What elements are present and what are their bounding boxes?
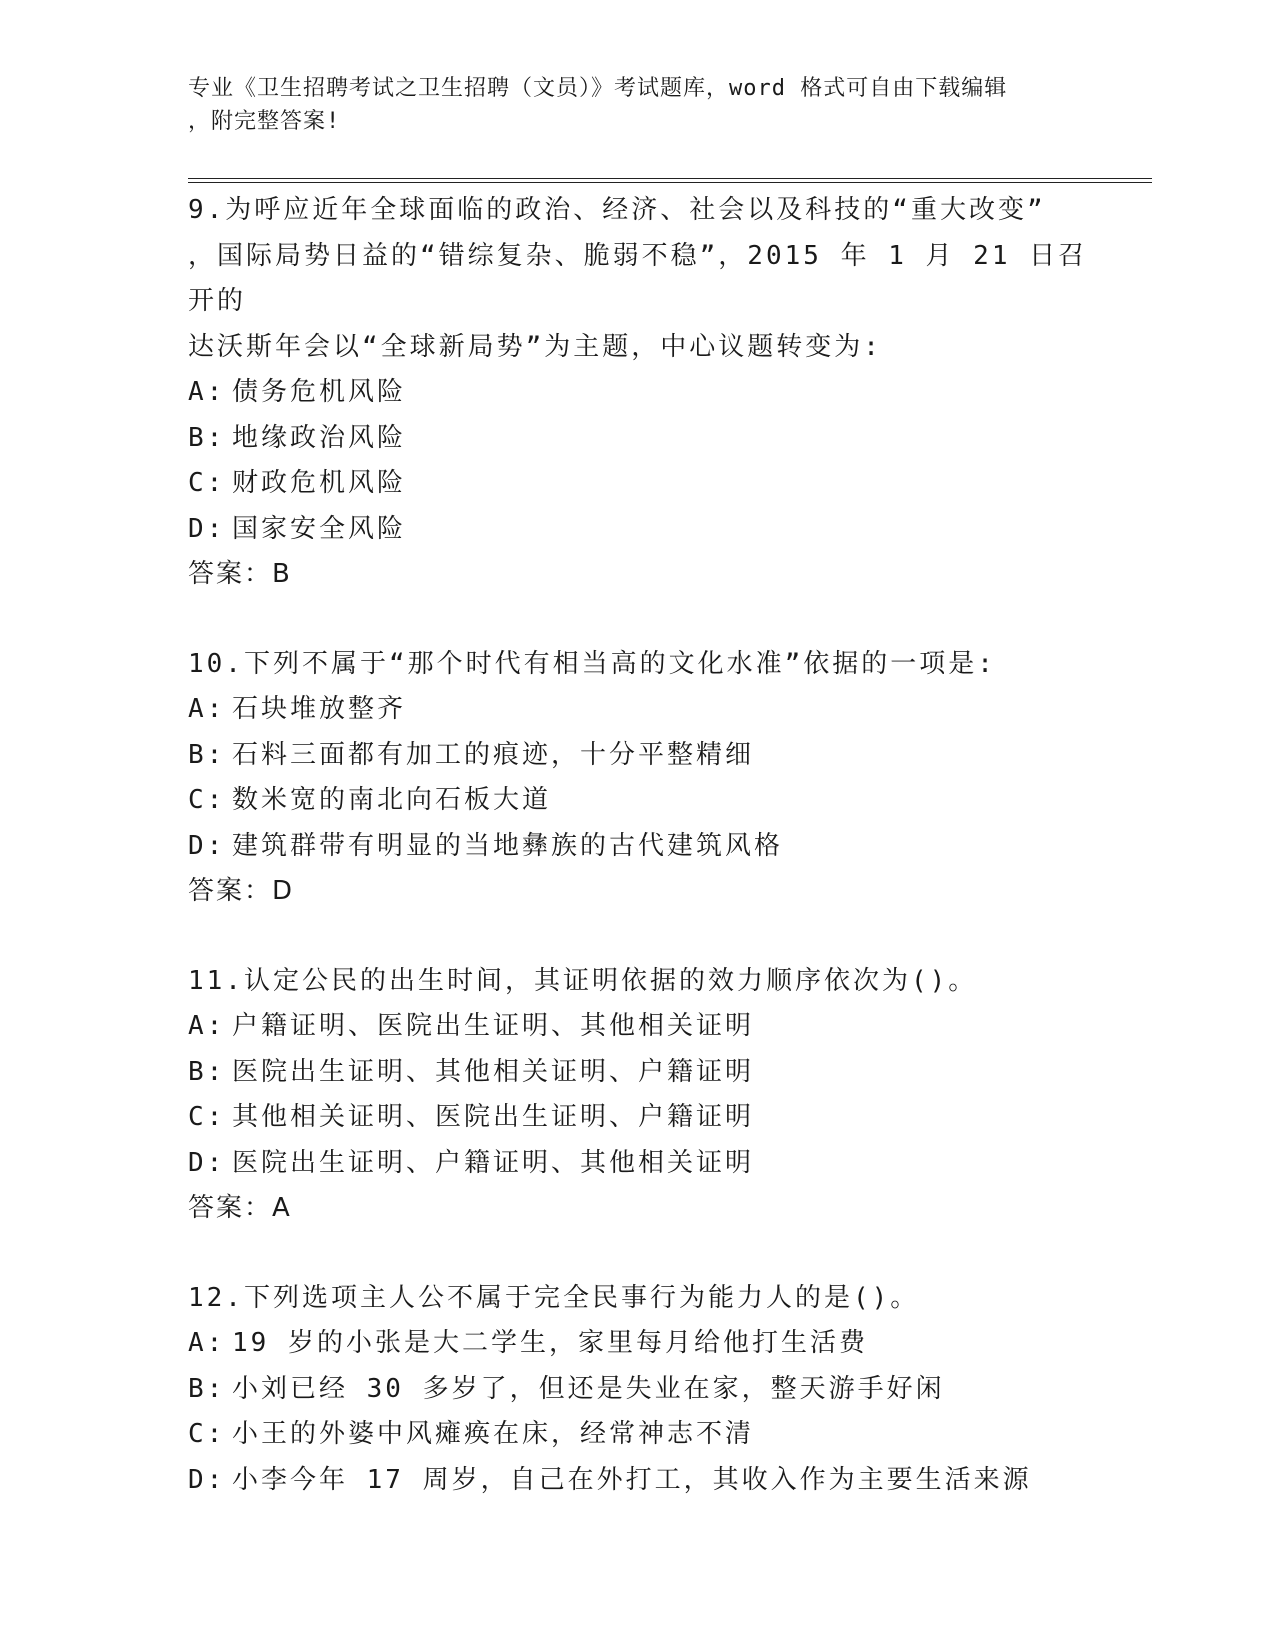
header-divider xyxy=(188,178,1152,183)
option-text: 户籍证明、医院出生证明、其他相关证明 xyxy=(232,1011,755,1041)
option-label: D: xyxy=(188,830,226,861)
option-label: A: xyxy=(188,1011,226,1041)
option-label: B: xyxy=(188,1373,226,1404)
option-text: 医院出生证明、户籍证明、其他相关证明 xyxy=(232,1147,755,1178)
option-text: 小刘已经 30 多岁了，但还是失业在家，整天游手好闲 xyxy=(232,1373,945,1404)
option-label: A: xyxy=(188,1328,226,1358)
question-11 xyxy=(188,959,1088,1232)
option-label: C: xyxy=(188,1102,226,1132)
option-text: 数米宽的南北向石板大道 xyxy=(232,785,552,815)
header-line-2: ，附完整答案! xyxy=(188,109,341,134)
question-10 xyxy=(188,642,1088,915)
option-text: 债务危机风险 xyxy=(232,377,407,407)
option-text: 国家安全风险 xyxy=(232,513,407,544)
option-label: B: xyxy=(188,1056,226,1087)
option-label: A: xyxy=(188,377,226,407)
option-a xyxy=(188,1004,1088,1050)
option-d xyxy=(188,507,1088,553)
option-b xyxy=(188,1050,1088,1096)
option-c xyxy=(188,778,1088,824)
option-d xyxy=(188,1458,1088,1504)
option-c xyxy=(188,461,1088,507)
option-label: C: xyxy=(188,785,226,815)
option-text: 建筑群带有明显的当地彝族的古代建筑风格 xyxy=(232,830,784,861)
option-label: A: xyxy=(188,694,226,724)
question-9 xyxy=(188,188,1088,598)
option-text: 石块堆放整齐 xyxy=(232,694,407,724)
option-text: 医院出生证明、其他相关证明、户籍证明 xyxy=(232,1056,755,1087)
question-stem-line: 11.认定公民的出生时间，其证明依据的效力顺序依次为()。 xyxy=(188,965,978,996)
option-c xyxy=(188,1412,1088,1458)
option-label: B: xyxy=(188,739,226,770)
option-a xyxy=(188,687,1088,733)
option-text: 其他相关证明、医院出生证明、户籍证明 xyxy=(232,1102,755,1132)
question-stem-line: 达沃斯年会以“全球新局势”为主题，中心议题转变为: xyxy=(188,331,882,362)
question-stem-line: 12.下列选项主人公不属于完全民事行为能力人的是()。 xyxy=(188,1282,920,1313)
option-label: B: xyxy=(188,422,226,453)
question-12 xyxy=(188,1276,1088,1504)
answer-line: 答案：B xyxy=(188,559,292,589)
answer-line: 答案：D xyxy=(188,876,295,906)
option-a xyxy=(188,370,1088,416)
option-a xyxy=(188,1321,1088,1367)
option-label: D: xyxy=(188,1464,226,1495)
option-c xyxy=(188,1095,1088,1141)
option-label: D: xyxy=(188,1147,226,1178)
document-header xyxy=(188,72,1068,138)
option-b xyxy=(188,416,1088,462)
question-stem-line: ，国际局势日益的“错综复杂、脆弱不稳”，2015 年 1 月 21 日召开的 xyxy=(188,240,1088,316)
option-d xyxy=(188,1141,1088,1187)
option-d xyxy=(188,824,1088,870)
answer-line: 答案：A xyxy=(188,1193,292,1223)
question-stem-line: 10.下列不属于“那个时代有相当高的文化水准”依据的一项是: xyxy=(188,648,996,679)
question-stem-line: 9.为呼应近年全球面临的政治、经济、社会以及科技的“重大改变” xyxy=(188,195,1046,225)
option-label: C: xyxy=(188,1419,226,1449)
option-b xyxy=(188,1367,1088,1413)
header-line-1: 专业《卫生招聘考试之卫生招聘（文员）》考试题库，word 格式可自由下载编辑 xyxy=(188,76,1008,101)
option-text: 小李今年 17 周岁，自己在外打工，其收入作为主要生活来源 xyxy=(232,1464,1032,1495)
option-text: 石料三面都有加工的痕迹，十分平整精细 xyxy=(232,739,755,770)
option-text: 小王的外婆中风瘫痪在床，经常神志不清 xyxy=(232,1419,755,1449)
question-list xyxy=(188,188,1088,1547)
option-label: D: xyxy=(188,513,226,544)
option-text: 财政危机风险 xyxy=(232,468,407,498)
option-label: C: xyxy=(188,468,226,498)
option-text: 19 岁的小张是大二学生，家里每月给他打生活费 xyxy=(232,1328,868,1358)
option-b xyxy=(188,733,1088,779)
option-text: 地缘政治风险 xyxy=(232,422,407,453)
